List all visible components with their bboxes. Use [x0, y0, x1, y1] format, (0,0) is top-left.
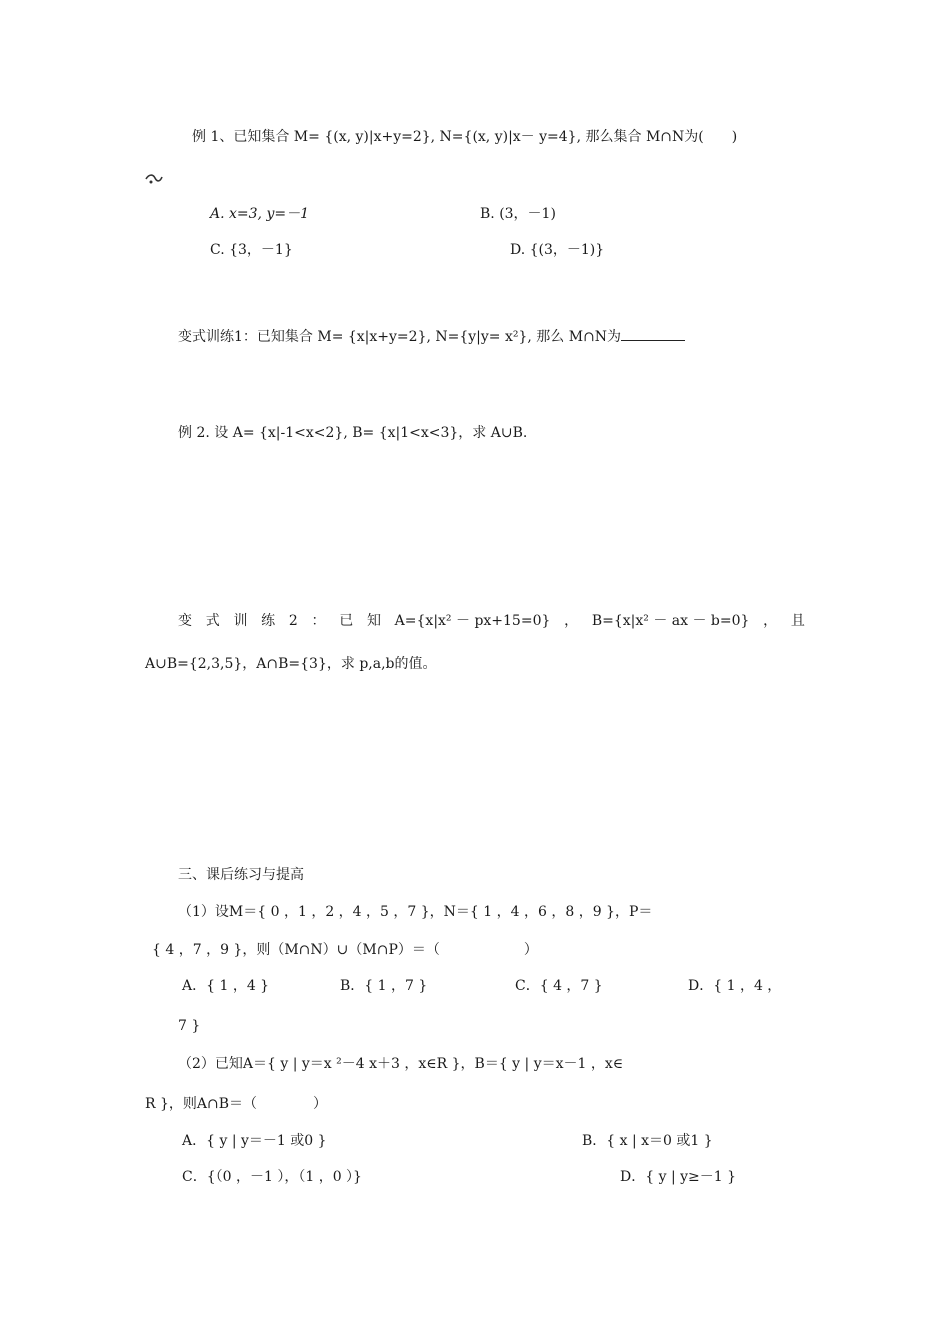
v2-w2: 训 — [233, 613, 248, 629]
q2-option-a: A．{ y | y＝－1 或0 } — [182, 1133, 327, 1149]
v2-w7: 知 — [366, 613, 381, 629]
q1-option-a: A．{ 1 ，4 } — [182, 978, 270, 994]
section3-title: 三、课后练习与提高 — [178, 867, 304, 883]
ex1-option-d: D. {(3，－1)} — [510, 242, 605, 258]
v2-w10: B={x|x² － ax － b=0} — [591, 613, 750, 629]
ex1-option-c: C. {3，－1} — [210, 242, 293, 258]
ex1-option-a: A. x=3, y=－1 — [210, 206, 309, 222]
v2-w6: 已 — [339, 613, 354, 629]
ex1-option-b: B. (3，－1) — [480, 206, 556, 222]
q2-line1: （2）已知A＝{ y | y＝x ²－4 x＋3 ，x∈R }，B＝{ y | y＝x－1 ，x∈ — [178, 1056, 624, 1072]
q1-option-b: B．{ 1 ，7 } — [340, 978, 428, 994]
v2-w0: 变 — [178, 613, 192, 629]
q2-option-b: B．{ x | x＝0 或1 } — [582, 1133, 713, 1149]
v2-w1: 式 — [205, 613, 220, 629]
q1-option-c: C．{ 4 ，7 } — [515, 978, 603, 994]
variant1-text — [178, 326, 685, 347]
q1-line2: { 4 ，7 ，9 }，则（M∩N）∪（M∩P）＝（ ） — [152, 942, 538, 958]
variant2-line2: A∪B={2,3,5}，A∩B={3}，求 p,a,b的值。 — [145, 656, 437, 672]
v2-w3: 练 — [261, 613, 276, 629]
v2-w11: ， — [763, 613, 778, 629]
answer-blank — [621, 326, 685, 341]
ex1-stem: 例 1、已知集合 M= {(x, y)|x+y=2}, N={(x, y)|x－ y=4}, 那么集合 M∩N为( ) — [192, 129, 738, 145]
variant1-stem: 变式训练1：已知集合 M= {x|x+y=2}, N={y|y= x²}, 那么 M∩N为 — [178, 329, 622, 345]
ex2-text: 例 2. 设 A= {x|-1<x<2}, B= {x|1<x<3}，求 A∪B. — [178, 425, 528, 441]
q1-option-d-cont: 7 } — [178, 1018, 201, 1034]
v2-w8: A={x|x² － px+15=0} — [394, 613, 551, 629]
variant2-line1 — [178, 611, 805, 631]
q1-line1: （1）设M＝{ 0 ，1 ，2 ，4 ，5 ，7 }，N＝{ 1 ，4 ，6 ，8 ，9 }，P＝ — [178, 904, 653, 920]
q2-line2: R }，则A∩B＝（ ） — [145, 1096, 328, 1112]
pen-mark-icon — [145, 170, 163, 189]
q2-option-c: C．{（0 ，－1 ），（1 ，0 ）} — [182, 1169, 362, 1185]
v2-w12: 且 — [790, 613, 805, 629]
v2-w4: 2 — [288, 613, 298, 629]
v2-w5: ： — [311, 613, 326, 629]
q1-option-d: D．{ 1 ，4 ， — [688, 978, 782, 994]
q2-option-d: D．{ y | y≥－1 } — [620, 1169, 737, 1185]
v2-w9: ， — [564, 613, 579, 629]
